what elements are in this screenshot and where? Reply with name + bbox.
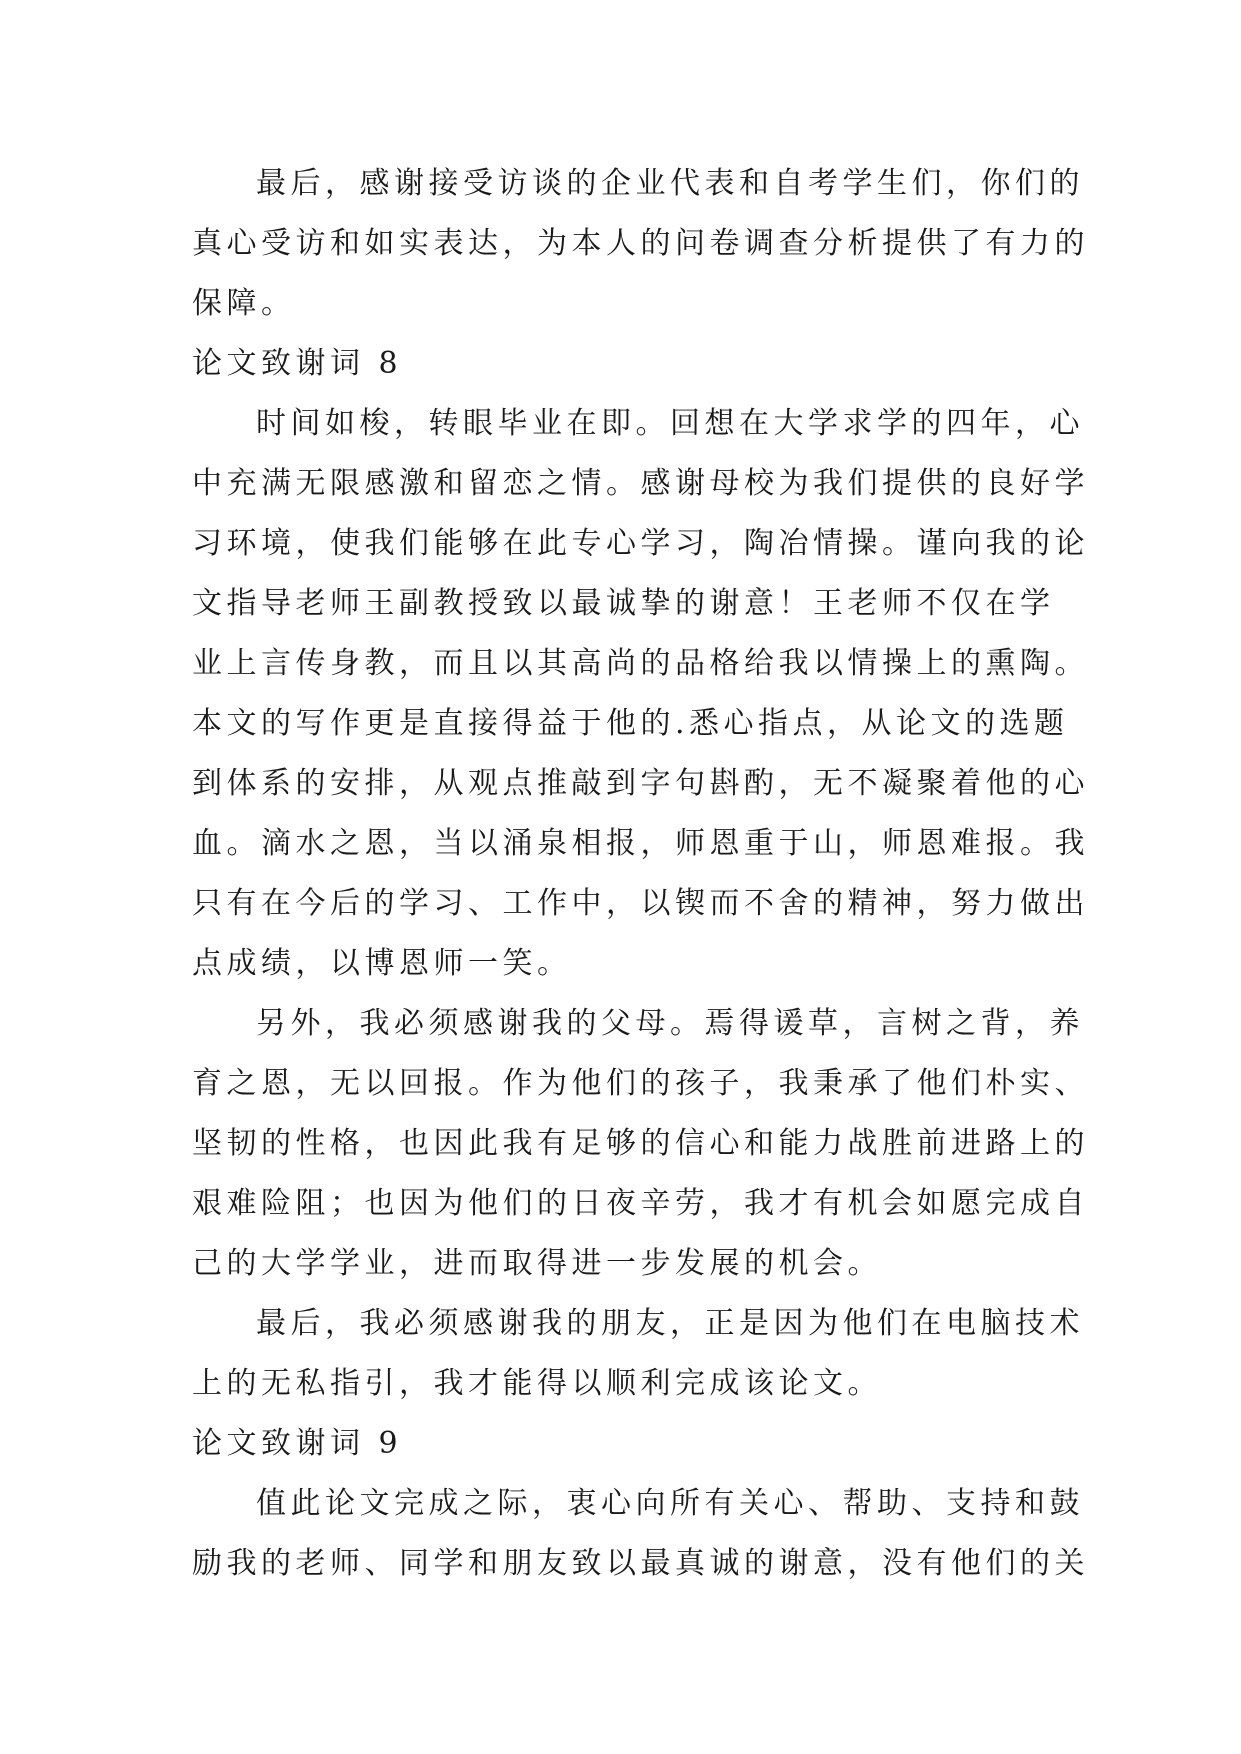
paragraph-line: 只有在今后的学习、工作中，以锲而不舍的精神，努力做出 <box>192 886 1089 921</box>
paragraph-line: 中充满无限感激和留恋之情。感谢母校为我们提供的良好学 <box>192 466 1089 501</box>
paragraph-line: 文指导老师王副教授致以最诚挚的谢意！王老师不仅在学 <box>192 586 1055 621</box>
paragraph-line: 另外，我必须感谢我的父母。焉得谖草，言树之背，养 <box>256 1006 1084 1041</box>
paragraph-line: 时间如梭，转眼毕业在即。回想在大学求学的四年，心 <box>256 406 1084 441</box>
paragraph-line: 业上言传身教，而且以其高尚的品格给我以情操上的熏陶。 <box>192 646 1089 681</box>
paragraph-line: 保障。 <box>192 286 296 321</box>
paragraph-line: 习环境，使我们能够在此专心学习，陶冶情操。谨向我的论 <box>192 526 1089 561</box>
paragraph-line: 值此论文完成之际，衷心向所有关心、帮助、支持和鼓 <box>256 1486 1084 1521</box>
paragraph-line: 最后，感谢接受访谈的企业代表和自考学生们，你们的 <box>256 166 1084 201</box>
paragraph-line: 点成绩，以博恩师一笑。 <box>192 946 572 981</box>
paragraph-line: 艰难险阻；也因为他们的日夜辛劳，我才有机会如愿完成自 <box>192 1186 1089 1221</box>
paragraph-line: 本文的写作更是直接得益于他的.悉心指点，从论文的选题 <box>192 706 1069 741</box>
paragraph-line: 励我的老师、同学和朋友致以最真诚的谢意，没有他们的关 <box>192 1546 1089 1581</box>
paragraph-line: 最后，我必须感谢我的朋友，正是因为他们在电脑技术 <box>256 1306 1084 1341</box>
paragraph-line: 坚韧的性格，也因此我有足够的信心和能力战胜前进路上的 <box>192 1126 1089 1161</box>
paragraph-line: 上的无私指引，我才能得以顺利完成该论文。 <box>192 1366 882 1401</box>
paragraph-line: 血。滴水之恩，当以涌泉相报，师恩重于山，师恩难报。我 <box>192 826 1089 861</box>
section-heading: 论文致谢词 8 <box>192 346 403 381</box>
paragraph-line: 己的大学学业，进而取得进一步发展的机会。 <box>192 1246 882 1281</box>
section-heading: 论文致谢词 9 <box>192 1426 403 1461</box>
paragraph-line: 真心受访和如实表达，为本人的问卷调查分析提供了有力的 <box>192 226 1089 261</box>
paragraph-line: 到体系的安排，从观点推敲到字句斟酌，无不凝聚着他的心 <box>192 766 1089 801</box>
paragraph-line: 育之恩，无以回报。作为他们的孩子，我秉承了他们朴实、 <box>192 1066 1089 1101</box>
